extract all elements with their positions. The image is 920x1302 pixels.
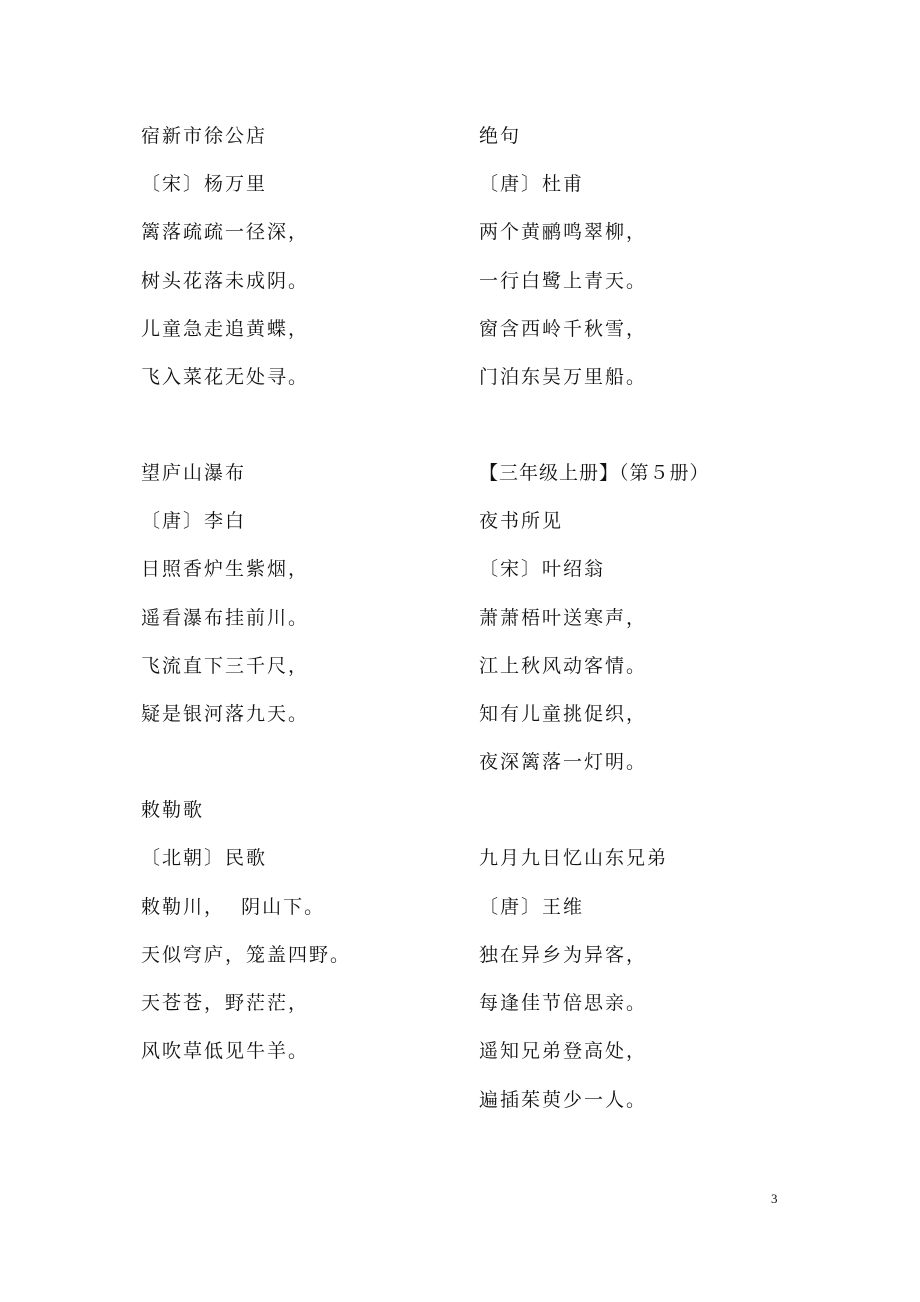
poem-line: 一行白鹭上青天。 bbox=[479, 270, 648, 292]
poem-author: 〔宋〕杨万里 bbox=[141, 173, 268, 195]
poem-title: 宿新市徐公店 bbox=[141, 125, 268, 147]
poem-line: 风吹草低见牛羊。 bbox=[141, 1040, 310, 1062]
page-number: 3 bbox=[771, 1191, 778, 1206]
poem-line: 日照香炉生紫烟， bbox=[141, 558, 310, 580]
poem-line: 遥知兄弟登高处， bbox=[479, 1040, 648, 1062]
poem-author: 〔唐〕杜甫 bbox=[479, 173, 585, 195]
poem-title: 九月九日忆山东兄弟 bbox=[479, 847, 669, 869]
poem-line: 天似穹庐，笼盖四野。 bbox=[141, 944, 352, 966]
poem-title: 夜书所见 bbox=[479, 510, 564, 532]
poem-author: 〔唐〕王维 bbox=[479, 896, 585, 918]
poem-line: 每逢佳节倍思亲。 bbox=[479, 992, 648, 1014]
poem-title: 绝句 bbox=[479, 125, 522, 147]
poem-line: 知有儿童挑促织， bbox=[479, 703, 648, 725]
poem-line: 门泊东吴万里船。 bbox=[479, 366, 648, 388]
poem-line: 敕勒川， 阴山下。 bbox=[141, 896, 326, 918]
poem-line: 天苍苍，野茫茫， bbox=[141, 992, 310, 1014]
poem-line: 江上秋风动客情。 bbox=[479, 655, 648, 677]
poem-author: 〔宋〕叶绍翁 bbox=[479, 558, 606, 580]
section-header: 【三年级上册】（第５册） bbox=[479, 462, 710, 484]
poem-line: 飞入菜花无处寻。 bbox=[141, 366, 310, 388]
poem-line: 树头花落未成阴。 bbox=[141, 270, 310, 292]
poem-author: 〔唐〕李白 bbox=[141, 510, 247, 532]
poem-line: 独在异乡为异客， bbox=[479, 944, 648, 966]
poem-line: 萧萧梧叶送寒声， bbox=[479, 607, 648, 629]
poem-line: 疑是银河落九天。 bbox=[141, 703, 310, 725]
poem-line: 遥看瀑布挂前川。 bbox=[141, 607, 310, 629]
poem-line: 儿童急走追黄蝶， bbox=[141, 318, 310, 340]
poem-title: 望庐山瀑布 bbox=[141, 462, 247, 484]
poem-author: 〔北朝〕民歌 bbox=[141, 847, 268, 869]
poem-line: 两个黄鹂鸣翠柳， bbox=[479, 221, 648, 243]
poem-line: 窗含西岭千秋雪， bbox=[479, 318, 648, 340]
poem-line: 篱落疏疏一径深， bbox=[141, 221, 310, 243]
poem-line: 飞流直下三千尺， bbox=[141, 655, 310, 677]
poem-title: 敕勒歌 bbox=[141, 799, 205, 821]
poem-line: 遍插茱萸少一人。 bbox=[479, 1089, 648, 1111]
poem-line: 夜深篱落一灯明。 bbox=[479, 751, 648, 773]
